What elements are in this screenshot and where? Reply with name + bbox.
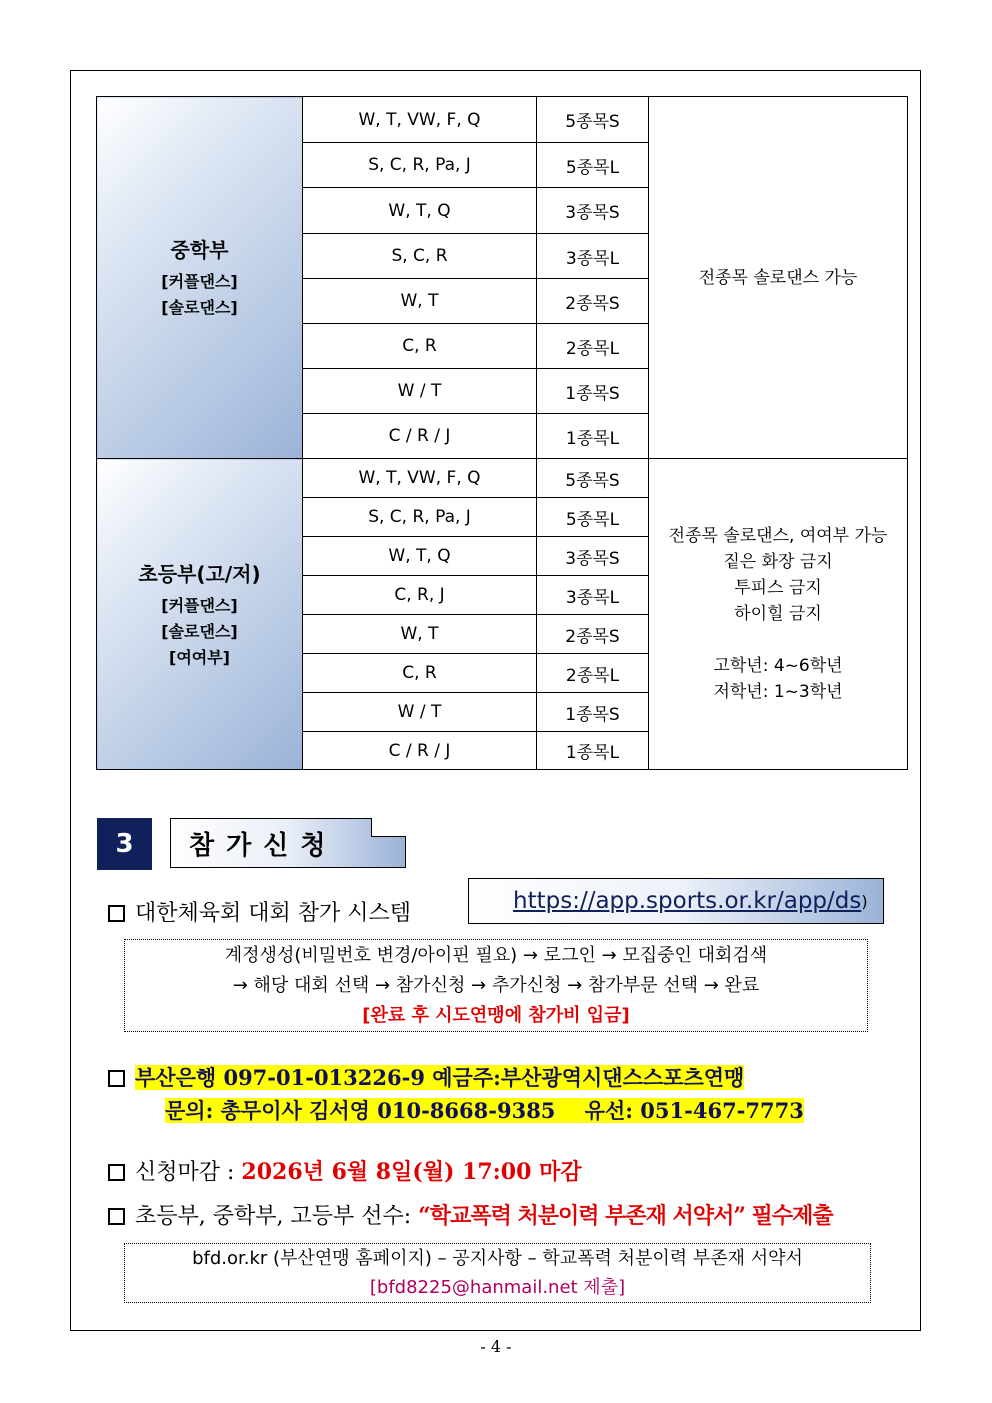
division-subtype: [솔로댄스] (161, 621, 238, 641)
table-row (97, 459, 908, 498)
dances-cell: W, T, VW, F, Q (303, 97, 537, 143)
dances-cell: C, R (303, 654, 537, 693)
dances-cell: C / R / J (303, 414, 537, 459)
note-line: 전종목 솔로댄스, 여여부 가능 (668, 526, 888, 546)
checkbox-icon (108, 1208, 125, 1225)
division-subtype: [솔로댄스] (161, 298, 238, 317)
category-cell: 5종목S (537, 459, 649, 498)
category-cell: 3종목S (537, 537, 649, 576)
dances-cell: C, R, J (303, 576, 537, 615)
dances-cell: S, C, R (303, 234, 537, 279)
note-line (649, 627, 907, 653)
note-line: 고학년: 4~6학년 (713, 656, 843, 676)
category-cell: 1종목S (537, 369, 649, 414)
division-cell (97, 97, 303, 459)
dances-cell: S, C, R, Pa, J (303, 498, 537, 537)
note-line: 짙은 화장 금지 (723, 552, 833, 572)
url-suffix: ) (861, 891, 868, 911)
bank-item (108, 1062, 744, 1092)
dances-cell: W, T (303, 279, 537, 324)
checkbox-icon (108, 905, 125, 922)
dances-cell: W, T, Q (303, 537, 537, 576)
checkbox-icon (108, 1070, 125, 1087)
category-cell: 2종목L (537, 654, 649, 693)
pledge-item (108, 1199, 833, 1230)
steps-box (124, 939, 868, 1032)
contact-text: 문의: 총무이사 김서영 010-8668-9385 유선: 051-467-7773 (165, 1098, 804, 1123)
deadline-item (108, 1155, 582, 1186)
deadline-label: 신청마감 : (135, 1160, 242, 1185)
dances-cell: W, T (303, 615, 537, 654)
note-line: 저학년: 1~3학년 (713, 682, 843, 702)
division-name: 초등부(고/저) (138, 561, 261, 586)
page-number: - 4 - (480, 1337, 512, 1356)
middle-school-rows (97, 97, 908, 459)
dances-cell: S, C, R, Pa, J (303, 143, 537, 188)
system-item (108, 896, 411, 927)
category-cell: 2종목S (537, 279, 649, 324)
division-cell (97, 459, 303, 770)
category-cell: 1종목S (537, 693, 649, 732)
division-name: 중학부 (170, 238, 229, 262)
pledge-box-line-2: [bfd8225@hanmail.net 제출] (369, 1277, 626, 1298)
note-cell (649, 459, 908, 770)
table-row (97, 97, 908, 143)
category-cell: 1종목L (537, 414, 649, 459)
steps-line-2: → 해당 대회 선택 → 참가신청 → 추가신청 → 참가부문 선택 → 완료 (232, 975, 760, 996)
category-cell: 1종목L (537, 732, 649, 770)
section-title-text: 참가신청 (189, 830, 338, 861)
steps-note: [완료 후 시도연맹에 참가비 입금] (362, 1005, 630, 1026)
pledge-value: “학교폭력 처분이력 부존재 서약서” 필수제출 (418, 1203, 833, 1229)
dances-cell: W, T, VW, F, Q (303, 459, 537, 498)
deadline-value: 2026년 6월 8일(월) 17:00 마감 (241, 1159, 582, 1185)
title-fold-corner (371, 818, 406, 837)
category-cell: 5종목L (537, 143, 649, 188)
note-cell (649, 97, 908, 459)
category-cell: 3종목S (537, 188, 649, 234)
elementary-rows (97, 459, 908, 770)
steps-line-1: 계정생성(비밀번호 변경/아이핀 필요) → 로그인 → 모집중인 대회검색 (224, 945, 768, 966)
category-cell: 5종목L (537, 498, 649, 537)
pledge-label: 초등부, 중학부, 고등부 선수: (135, 1204, 419, 1229)
events-table (96, 96, 908, 770)
bank-account: 부산은행 097-01-013226-9 예금주:부산광역시댄스스포츠연맹 (135, 1065, 745, 1090)
note-line: 전종목 솔로댄스 가능 (698, 267, 858, 288)
category-cell: 3종목L (537, 576, 649, 615)
pledge-box (124, 1243, 871, 1303)
note-line: 투피스 금지 (734, 578, 822, 598)
division-subtype: [여여부] (169, 647, 230, 667)
dances-cell: W / T (303, 369, 537, 414)
dances-cell: C, R (303, 324, 537, 369)
url-box (468, 878, 884, 924)
checkbox-icon (108, 1164, 125, 1181)
division-subtype: [커플댄스] (161, 272, 238, 291)
category-cell: 2종목L (537, 324, 649, 369)
category-cell: 3종목L (537, 234, 649, 279)
category-cell: 5종목S (537, 97, 649, 143)
pledge-box-line-1: bfd.or.kr (부산연맹 홈페이지) – 공지사항 – 학교폭력 처분이력 부존재 서약서 (192, 1248, 803, 1269)
dances-cell: C / R / J (303, 732, 537, 770)
division-subtype: [커플댄스] (161, 595, 238, 615)
system-url-link[interactable]: https://app.sports.or.kr/app/ds (513, 888, 862, 914)
system-label: 대한체육회 대회 참가 시스템 (135, 901, 412, 926)
dances-cell: W / T (303, 693, 537, 732)
category-cell: 2종목S (537, 615, 649, 654)
dances-cell: W, T, Q (303, 188, 537, 234)
note-line: 하이힐 금지 (734, 604, 822, 624)
contact-line (165, 1095, 804, 1125)
section-number: 3 (97, 818, 152, 870)
section-title (170, 818, 406, 868)
